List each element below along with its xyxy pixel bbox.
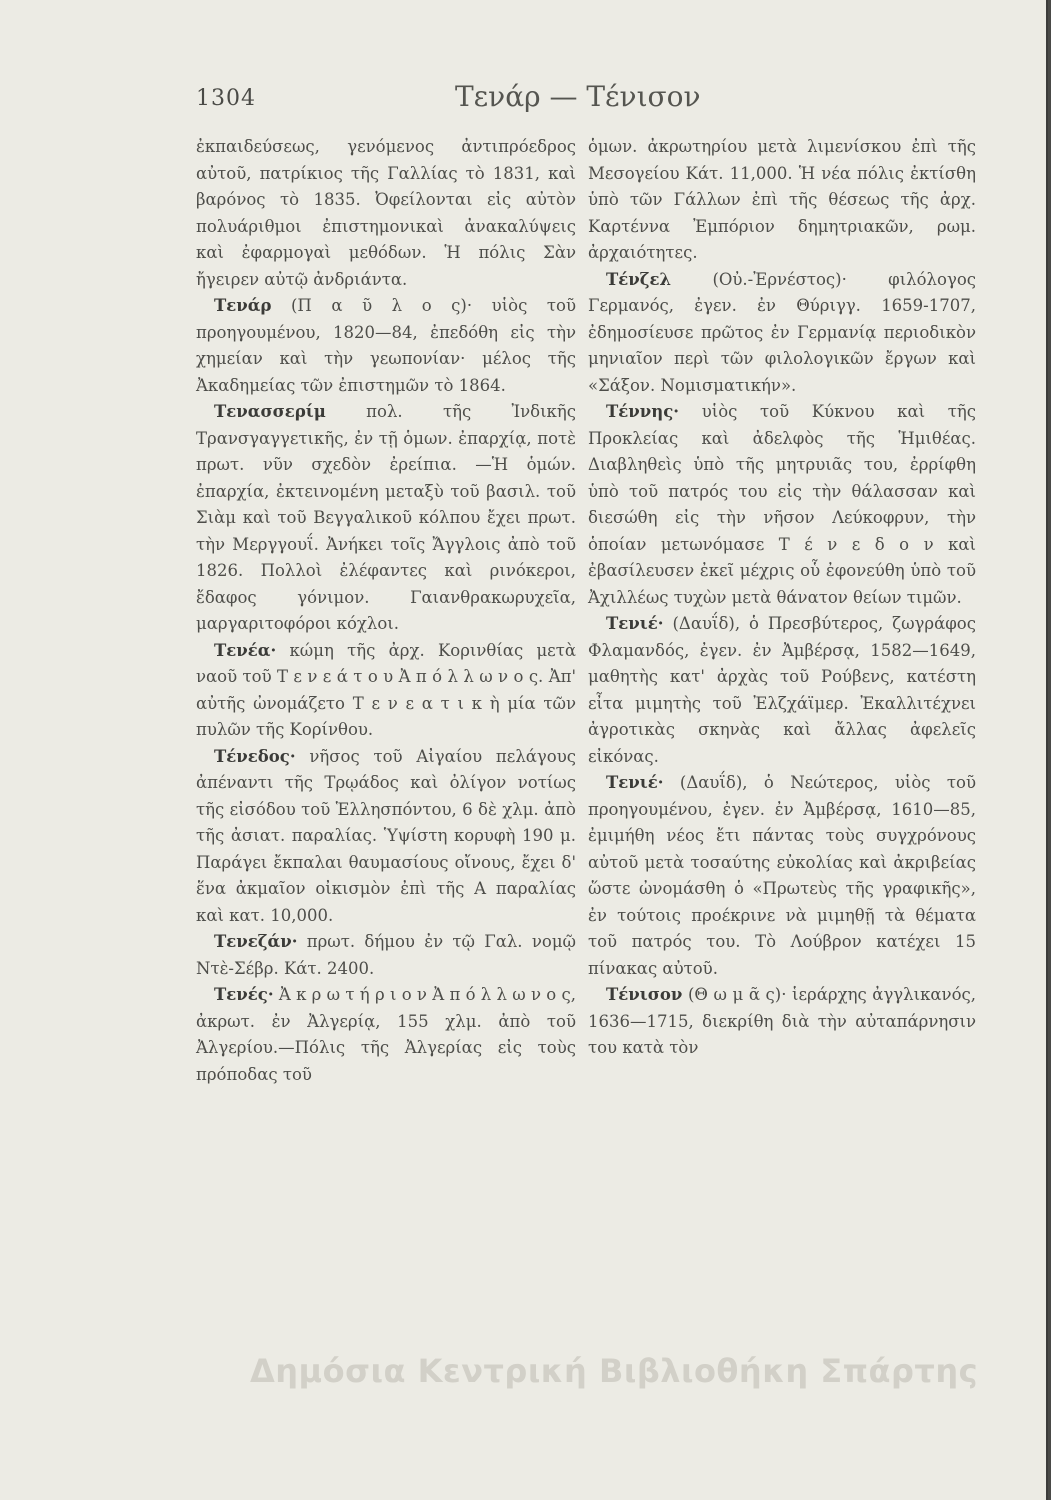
entry-text: (Π α ῦ λ ο ς)· υἱὸς τοῦ προηγουμένου, 1820—84, ἐπεδόθη εἰς τὴν χημείαν καὶ τὴν γεωπονίαν· μέλος τῆς Ἀκαδημείας τῶν ἐπιστημῶν τὸ 1864. bbox=[196, 296, 576, 395]
right-column bbox=[588, 134, 976, 1062]
entry-headword: Τενασσερίμ bbox=[214, 402, 326, 421]
entry-text: ἐκπαιδεύσεως, γενόμενος ἀντιπρόεδρος αὐτοῦ, πατρίκιος τῆς Γαλλίας τὸ 1831, καὶ βαρόνος τὸ 1835. Ὀφείλονται εἰς αὐτὸν πολυάριθμοι ἐπιστημονικαὶ ἀνακαλύψεις καὶ ἐφαρμογαὶ μεθόδων. Ἡ πόλις Σὰν ἤγειρεν αὐτῷ ἀνδριάντα. bbox=[196, 137, 576, 289]
entry-headword: Τένισον bbox=[606, 985, 683, 1004]
entry-text: νῆσος τοῦ Αἰγαίου πελάγους ἀπέναντι τῆς Τρῳάδος καὶ ὀλίγον νοτίως τῆς εἰσόδου τοῦ Ἑλλησπόντου, 6 δὲ χλμ. ἀπὸ τῆς ἀσιατ. παραλίας. Ὑψίστη κορυφὴ 190 μ. Παράγει ἔκπαλαι θαυμασίους οἴνους, ἔχει δ' ἕνα ἀκμαῖον οἰκισμὸν ἐπὶ τῆς Α παραλίας καὶ κατ. 10,000. bbox=[196, 746, 576, 925]
entry-headword: Τενέα· bbox=[214, 640, 277, 660]
entry-text: (Δαυΐδ), ὁ Πρεσβύτερος, ζωγράφος Φλαμανδός, ἐγεν. ἐν Ἀμβέρσᾳ, 1582—1649, μαθητὴς κατ' ἀρχὰς τοῦ Ρούβενς, κατέστη εἶτα μιμητὴς τοῦ Ἐλζχάϊμερ. Ἐκαλλιτέχνει ἀγροτικὰς σκηνὰς καὶ ἄλλας ἀφελεῖς εἰκόνας. bbox=[588, 614, 976, 766]
entry-text: πολ. τῆς Ἰνδικῆς Τρανσγαγγετικῆς, ἐν τῇ ὁμων. ἐπαρχίᾳ, ποτὲ πρωτ. νῦν σχεδὸν ἐρείπια. —Ἡ ὁμών. ἐπαρχία, ἐκτεινομένη μεταξὺ τοῦ βασιλ. τοῦ Σιὰμ καὶ τοῦ Βεγγαλικοῦ κόλπου ἔχει πρωτ. τὴν Μεργγουΐ. Ἀνήκει τοῖς Ἄγγλοις ἀπὸ τοῦ 1826. Πολλοὶ ἐλέφαντες καὶ ρινόκεροι, ἔδαφος γόνιμον. Γαιανθρακωρυχεῖα, μαργαριτοφόροι κόχλοι. bbox=[196, 402, 576, 633]
dictionary-entry bbox=[588, 770, 976, 982]
dictionary-entry bbox=[196, 929, 576, 982]
entry-headword: Τένεδος· bbox=[214, 746, 296, 766]
library-watermark: Δημόσια Κεντρική Βιβλιοθήκη Σπάρτης bbox=[250, 1352, 979, 1390]
dictionary-entry bbox=[196, 293, 576, 399]
entry-text: υἱὸς τοῦ Κύκνου καὶ τῆς Προκλείας καὶ ἀδελφὸς τῆς Ἡμιθέας. Διαβληθεὶς ὑπὸ τῆς μητρυιᾶς του, ἐρρίφθη ὑπὸ τοῦ πατρός του εἰς τὴν θάλασσαν καὶ διεσώθη εἰς τὴν νῆσον Λεύκοφρυν, τὴν ὁποίαν μετωνόμασε Τ έ ν ε δ ο ν καὶ ἐβασίλευσεν ἐκεῖ μέχρις οὗ ἐφονεύθη ὑπὸ τοῦ Ἀχιλλέως τυχὼν μετὰ θάνατον θείων τιμῶν. bbox=[588, 402, 977, 607]
dictionary-entry bbox=[196, 638, 576, 744]
left-column bbox=[196, 134, 576, 1088]
entry-text: κώμη τῆς ἀρχ. Κορινθίας μετὰ ναοῦ τοῦ Τ ε ν ε ά τ ο υ Ἀ π ό λ λ ω ν ο ς. Ἀπ' αὐτῆς ὠνομάζετο Τ ε ν ε α τ ι κ ὴ μία τῶν πυλῶν τῆς Κορίνθου. bbox=[196, 640, 576, 739]
dictionary-entry bbox=[196, 399, 576, 638]
entry-text: πρωτ. δήμου ἐν τῷ Γαλ. νομῷ Ντὲ-Σέβρ. Κάτ. 2400. bbox=[196, 932, 576, 978]
dictionary-entry bbox=[588, 267, 976, 400]
entry-headword: Τένζελ bbox=[606, 269, 672, 289]
dictionary-entry bbox=[588, 611, 976, 770]
dictionary-entry bbox=[588, 134, 976, 267]
entry-headword: Τενιέ· bbox=[606, 614, 664, 633]
dictionary-entry bbox=[588, 982, 976, 1062]
entry-headword: Τέννης· bbox=[606, 402, 679, 421]
entry-headword: Τενές· bbox=[214, 985, 274, 1004]
entry-headword: Τενεζάν· bbox=[214, 932, 298, 951]
dictionary-entry bbox=[196, 134, 576, 293]
running-head: Τενάρ — Τένισον bbox=[455, 80, 701, 113]
entry-text: ὁμων. ἀκρωτηρίου μετὰ λιμενίσκου ἐπὶ τῆς Μεσογείου Κάτ. 11,000. Ἡ νέα πόλις ἐκτίσθη ὑπὸ τῶν Γάλλων ἐπὶ τῆς θέσεως τῆς ἀρχ. Καρτέννα Ἐμπόριον δημητριακῶν, ρωμ. ἀρχαιότητες. bbox=[588, 137, 976, 262]
entry-headword: Τενάρ bbox=[214, 296, 272, 315]
dictionary-entry bbox=[196, 982, 576, 1088]
entry-text: Ἀ κ ρ ω τ ή ρ ι ο ν Ἀ π ό λ λ ω ν ο ς, ἀκρωτ. ἐν Ἀλγερίᾳ, 155 χλμ. ἀπὸ τοῦ Ἀλγερίου.—Πόλις τῆς Ἀλγερίας εἰς τοὺς πρόποδας τοῦ bbox=[196, 985, 577, 1084]
entry-text: (Δαυΐδ), ὁ Νεώτερος, υἱὸς τοῦ προηγουμένου, ἐγεν. ἐν Ἀμβέρσᾳ, 1610—85, ἐμιμήθη νέος ἔτι πάντας τοὺς συγχρόνους αὐτοῦ μετὰ τοσαύτης εὐκολίας καὶ ἀκριβείας ὥστε ὠνομάσθη ὁ «Πρωτεὺς τῆς γραφικῆς», ἐν τούτοις προέκρινε νὰ μιμηθῇ τὰ θέματα τοῦ πατρός του. Τὸ Λούβρον κατέχει 15 πίνακας αὐτοῦ. bbox=[588, 773, 977, 978]
entry-headword: Τενιέ· bbox=[606, 773, 664, 792]
entry-text: (Θ ω μ ᾶ ς)· ἱεράρχης ἀγγλικανός, 1636—1715, διεκρίθη διὰ τὴν αὐταπάρνησιν του κατὰ τὸν bbox=[588, 985, 976, 1057]
dictionary-entry bbox=[588, 399, 976, 611]
page-number: 1304 bbox=[196, 86, 256, 111]
entry-text: (Οὐ.-Ἐρνέστος)· φιλόλογος Γερμανός, ἐγεν. ἐν Θύριγγ. 1659-1707, ἐδημοσίευσε πρῶτος ἐν Γερμανίᾳ περιοδικὸν μηνιαῖον περὶ τῶν φιλολογικῶν ἔργων καὶ «Σάξον. Νομισματικήν». bbox=[588, 269, 976, 395]
dictionary-entry bbox=[196, 744, 576, 930]
